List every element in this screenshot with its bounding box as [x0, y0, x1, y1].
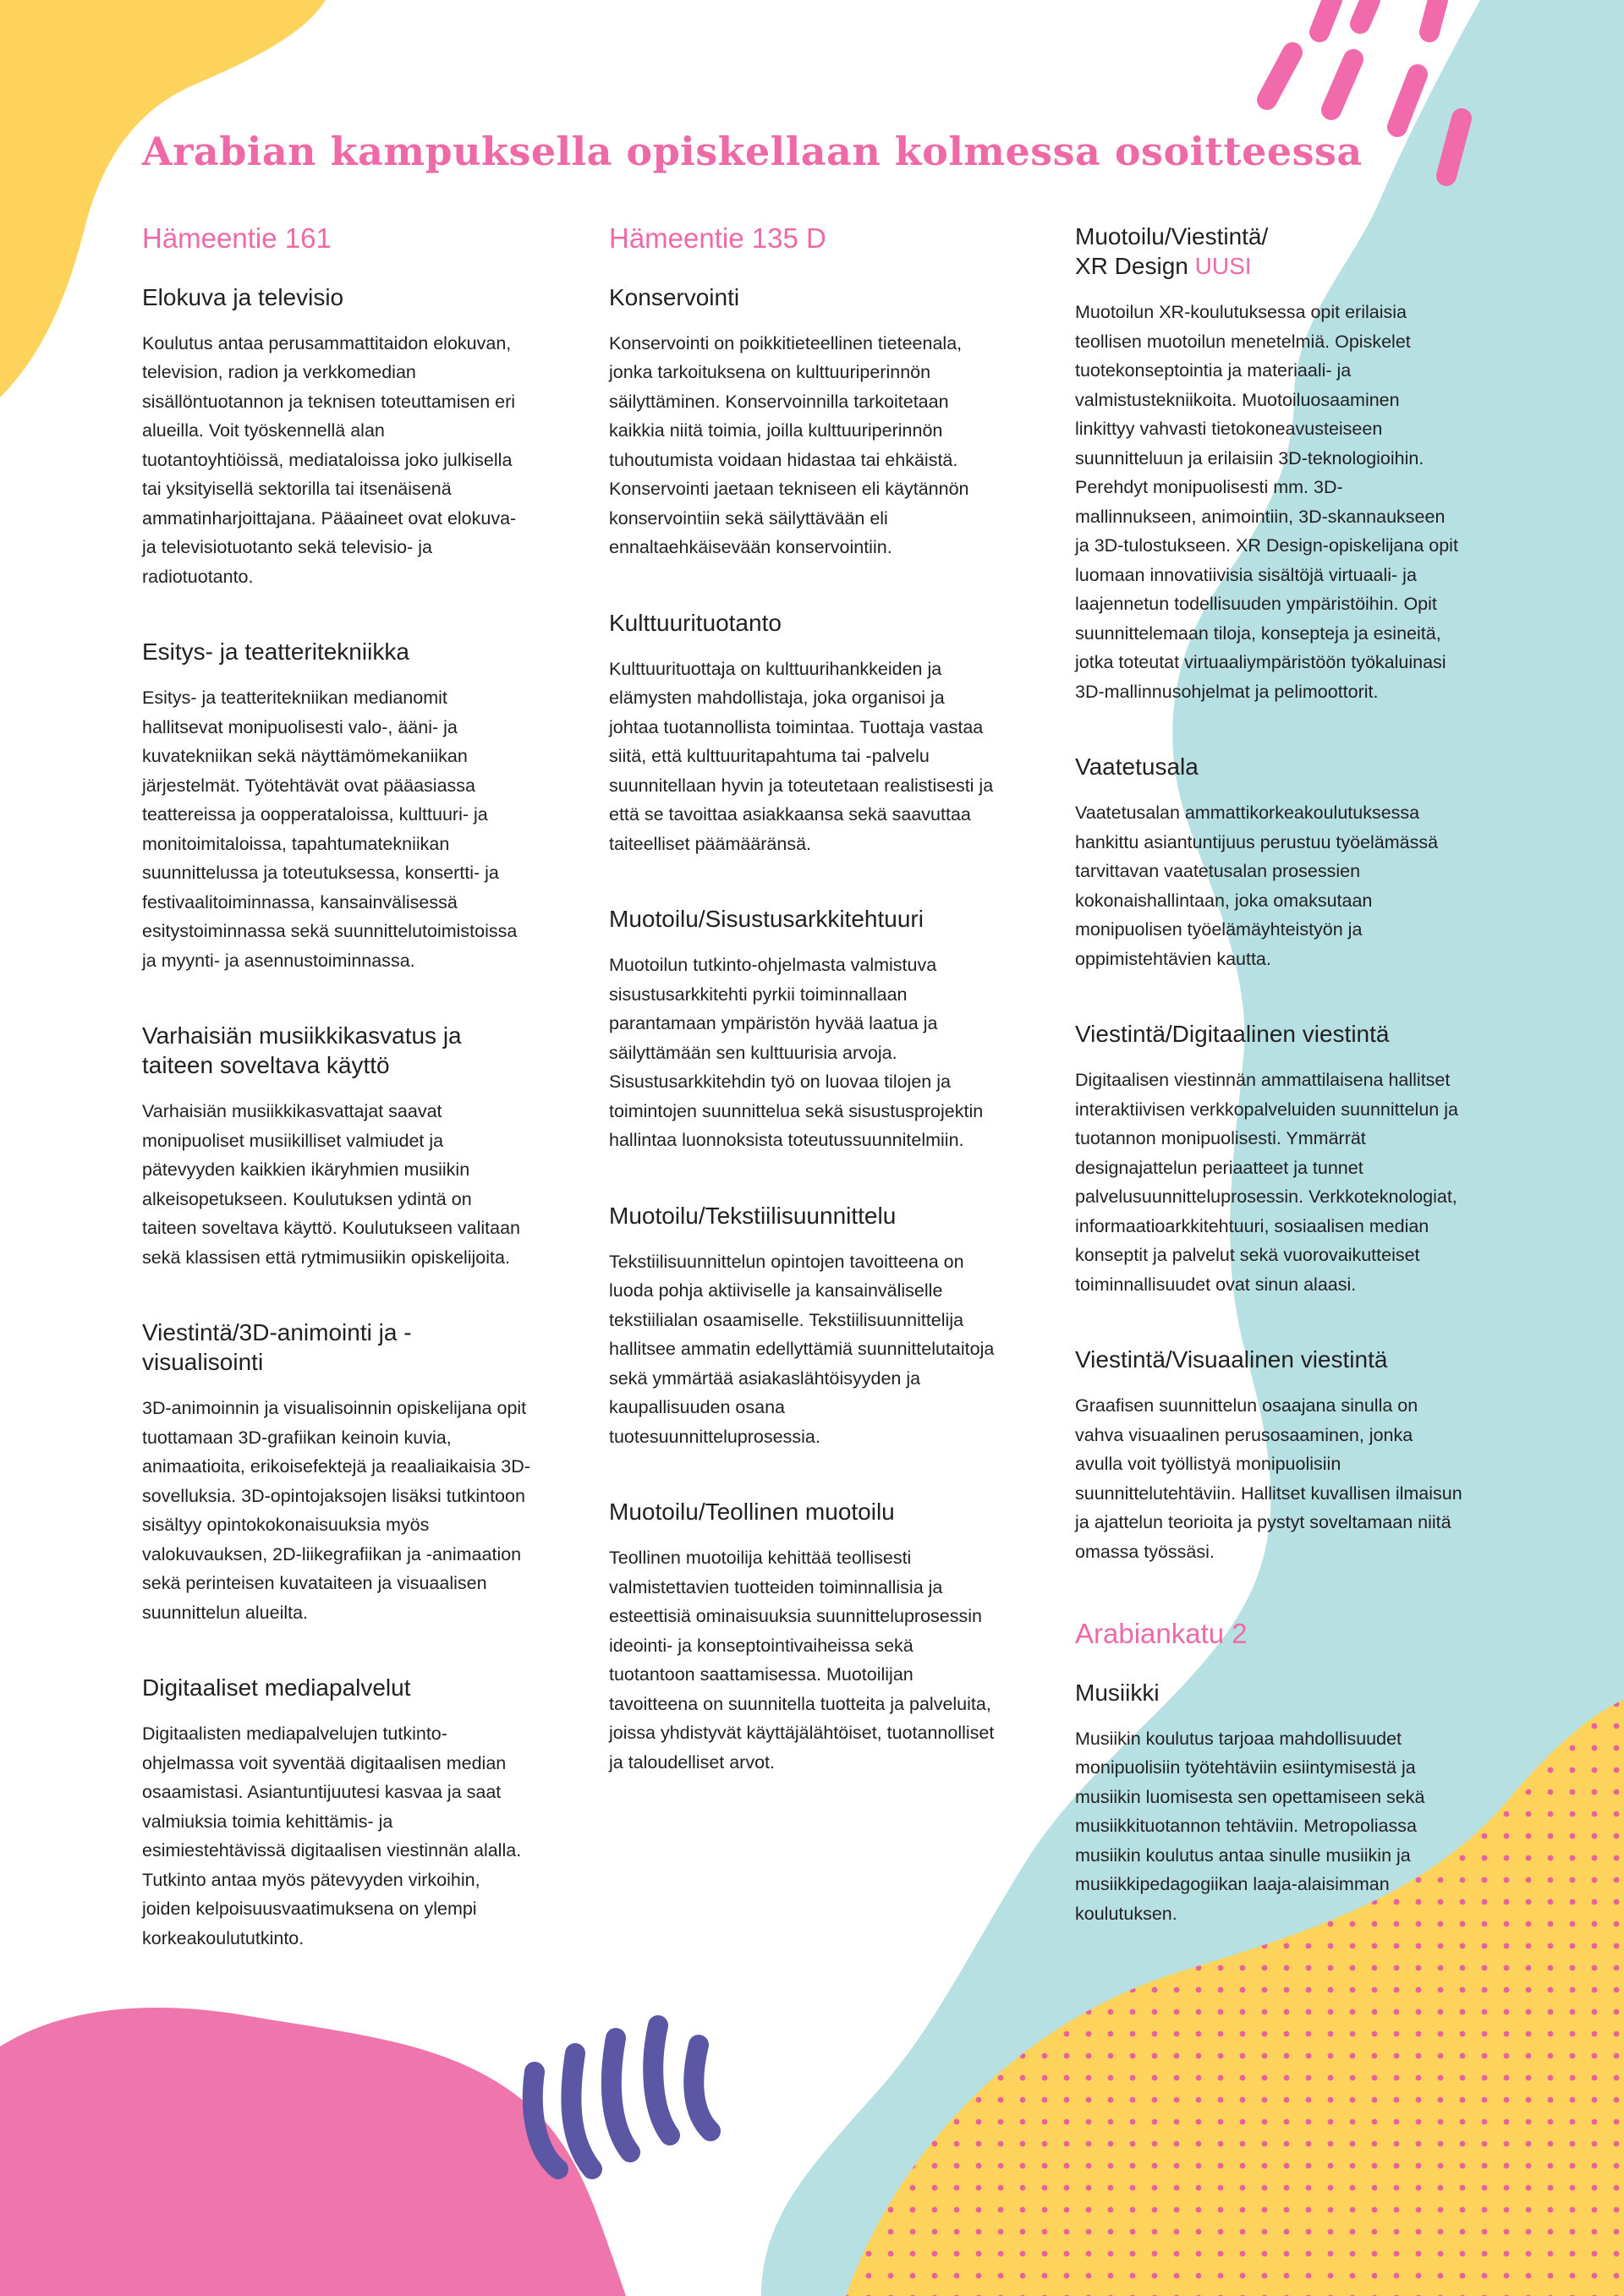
program-section	[1075, 1678, 1464, 1929]
program-title: Muotoilu/Sisustusarkkitehtuuri	[609, 906, 924, 933]
program-section	[142, 1021, 531, 1272]
program-title: Muotoilu/Tekstiilisuunnittelu	[609, 1202, 897, 1229]
program-description: Digitaalisten mediapalvelujen tutkinto-ohjelmassa voit syventää digitaalisen median osaamistasi. Asiantuntijuutesi kasvaa ja saat valmiuksia toimia kehittämis- ja esimiestehtävissä digitaalisen viestinnän alalla. Tutkinto antaa myös pätevyyden virkoihin, joiden kelpoisuusvaatimuksena on ylempi korkeakoulututkinto.	[142, 1723, 522, 1948]
program-section	[609, 904, 998, 1155]
program-title-line2: XR Design	[1075, 253, 1188, 279]
program-description: Teollinen muotoilija kehittää teollisesti valmistettavien tuotteiden toiminnallisia ja esteettisiä ominaisuuksia suunnitteluprosessin ideointi- ja konseptointivaiheissa sekä tuotantoon saattamisessa. Muotoilijan tavoitteena on suunnitella tuotteita ja palveluita, joissa yhdistyvät käyttäjälähtöiset, tuotannolliset ja taloudelliset arvot.	[609, 1548, 995, 1773]
program-section	[142, 282, 531, 592]
program-description: Muotoilun tutkinto-ohjelmasta valmistuva sisustusarkkitehti pyrkii toiminnallaan parantamaan ympäristön hyvää laatua ja säilyttämään sen kulttuurisia arvoja. Sisustusarkkitehdin työ on luovaa tilojen ja toimintojen suunnittelua sekä sisustusprojektin hallintaa luonnoksista toteutussuunnitelmiin.	[609, 955, 984, 1151]
program-description: Varhaisiän musiikkikasvattajat saavat monipuoliset musiikilliset valmiudet ja pätevyyden kaikkien ikäryhmien musiikin alkeisopetukseen. Koulutuksen ydintä on taiteen soveltava käyttö. Koulutukseen valitaan sekä klassisen että rytmimusiikin opiskelijoita.	[142, 1101, 521, 1268]
program-description: Tekstiilisuunnittelun opintojen tavoitteena on luoda pohja aktiiviselle ja kansainväliselle tekstiilialan osaamiselle. Tekstiilisuunnittelija hallitsee ammatin edellyttämiä suunnittelutaitoja sekä ymmärtää asiakaslähtöisyyden ja kaupallisuuden osana tuotesuunnitteluprosessia.	[609, 1251, 995, 1447]
program-title-line1: Muotoilu/Viestintä/	[1075, 223, 1269, 249]
program-section	[609, 282, 998, 562]
program-description: 3D-animoinnin ja visualisoinnin opiskelijana opit tuottamaan 3D-grafiikan keinoin kuvia, animaatioita, erikoisefektejä ja reaaliaikaisia 3D-sovelluksia. 3D-opintojaksojen lisäksi tutkintoon sisältyy opintokokonaisuuksia myös valokuvauksen, 2D-liikegrafiikan ja -animaation sekä perinteisen kuvataiteen ja visuaalisen suunnittelun alueilta.	[142, 1398, 530, 1623]
program-title: Muotoilu/Teollinen muotoilu	[609, 1499, 895, 1526]
column-hameentie-135d	[609, 222, 998, 1822]
location-heading: Hämeentie 161	[142, 222, 332, 254]
program-title: Viestintä/3D-animointi ja -visualisointi	[142, 1319, 412, 1376]
program-title: Kulttuurituotanto	[609, 609, 782, 636]
pink-blob-shape	[0, 2008, 626, 2296]
program-section	[1075, 1345, 1464, 1566]
program-section	[142, 1673, 531, 1953]
program-title	[1075, 222, 1464, 281]
program-section	[609, 608, 998, 859]
program-description: Kulttuurituottaja on kulttuurihankkeiden ja elämysten mahdollistaja, joka organisoi ja johtaa tuotannollista toimintaa. Tuottaja vastaa siitä, että kulttuuritapahtuma tai -palvelu suunnitellaan hyvin ja toteutetaan realistisesti ja että se tavoittaa asiakkaansa sekä saavuttaa taiteelliset päämääränsä.	[609, 658, 994, 854]
program-title: Viestintä/Visuaalinen viestintä	[1075, 1346, 1388, 1373]
location-heading: Hämeentie 135 D	[609, 222, 826, 254]
program-section	[142, 637, 531, 975]
program-title: Elokuva ja televisio	[142, 283, 344, 310]
program-description: Konservointi on poikkitieteellinen tieteenala, jonka tarkoituksena on kulttuuriperinnön säilyttäminen. Konservoinnilla tarkoitetaan kaikkia niitä toimia, joilla kulttuuriperinnön tuhoutumista voidaan hidastaa tai ehkäistä. Konservointi jaetaan tekniseen eli käytännön konservointiin sekä säilyttävään eli ennaltaehkäisevään konservointiin.	[609, 332, 969, 558]
program-title: Digitaaliset mediapalvelut	[142, 1674, 411, 1701]
program-title: Viestintä/Digitaalinen viestintä	[1075, 1021, 1390, 1047]
program-description: Vaatetusalan ammattikorkeakoulutuksessa hankittu asiantuntijuus perustuu työelämässä tarvittavan vaatetusalan prosessien kokonaishallintaan, joka omaksutaan monipuolisen työelämäyhteistyön ja oppimistehtävien kautta.	[1075, 803, 1439, 969]
program-title: Varhaisiän musiikkikasvatus ja taiteen soveltava käyttö	[142, 1022, 462, 1079]
program-section	[609, 1201, 998, 1452]
program-description: Esitys- ja teatteritekniikan medianomit hallitsevat monipuolisesti valo-, ääni- ja kuvatekniikan sekä näyttämömekaniikan järjestelmät. Työtehtävät ovat pääasiassa teattereissa ja oopperataloissa, kulttuuri- ja monitoimitaloissa, tapahtumatekniikan suunnittelussa ja toteutuksessa, konsertti- ja festivaalitoiminnassa, kansainvälisessä esitystoiminnassa sekä suunnittelutoimistoissa ja myynti- ja asennustoiminnassa.	[142, 688, 518, 971]
program-description: Muotoilun XR-koulutuksessa opit erilaisia teollisen muotoilun menetelmiä. Opiskelet tuotekonseptointia ja materiaali- ja valmistustekniikoita. Muotoiluosaaminen linkittyy vahvasti tietokoneavusteiseen suunnitteluun ja erilaisiin 3D-teknologioihin. Perehdyt monipuolisesti mm. 3D-mallinnukseen, animointiin, 3D-skannaukseen ja 3D-tulostukseen. XR Design-opiskelijana opit luomaan innovatiivisia sisältöjä virtuaali- ja laajennetun todellisuuden ympäristöihin. Opit suunnittelemaan tiloja, konsepteja ja esineitä, jotka toteutat virtuaaliympäristöön työkaluinasi 3D-mallinnusohjelmat ja pelimoottorit.	[1075, 302, 1458, 702]
program-title: Esitys- ja teatteritekniikka	[142, 638, 409, 666]
program-description: Koulutus antaa perusammattitaidon elokuvan, television, radion ja verkkomedian sisällöntuotannon ja teknisen toteuttamisen eri alueilla. Voit työskennellä alan tuotantoyhtiöissä, mediataloissa joko julkisella tai yksityisellä sektorilla tai itsenäisenä ammatinharjoittajana. Pääaineet ovat elokuva- ja televisiotuotanto sekä televisio- ja radiotuotanto.	[142, 332, 517, 587]
new-badge: UUSI	[1194, 253, 1252, 279]
column-right	[1075, 222, 1464, 1974]
program-title: Musiikki	[1075, 1679, 1160, 1706]
program-section	[1075, 1019, 1464, 1299]
location-heading: Arabiankatu 2	[1075, 1618, 1248, 1649]
program-description: Graafisen suunnittelun osaajana sinulla on vahva visuaalinen perusosaaminen, jonka avulla voit työllistyä monipuolisiin suunnittelutehtäviin. Hallitset kuvallisen ilmaisun ja ajattelun teorioita ja pystyt soveltamaan niitä omassa työssäsi.	[1075, 1395, 1462, 1562]
program-section	[609, 1497, 998, 1777]
program-section	[142, 1318, 531, 1627]
column-hameentie-161	[142, 222, 531, 1998]
page-title: Arabian kampuksella opiskellaan kolmessa osoitteessa	[142, 129, 1363, 174]
program-section-xr-design	[1075, 222, 1464, 706]
program-description: Musiikin koulutus tarjoaa mahdollisuudet monipuolisiin työtehtäviin esiintymisestä ja musiikin luomisesta sen opettamiseen sekä musiikkituotannon tehtäviin. Metropoliassa musiikin koulutus antaa sinulle musiikin ja musiikkipedagogiikan laaja-alaisimman koulutuksen.	[1075, 1728, 1425, 1924]
program-description: Digitaalisen viestinnän ammattilaisena hallitset interaktiivisen verkkopalveluiden suunnittelun ja tuotannon monipuolisesti. Ymmärrät designajattelun periaatteet ja tunnet palvelusuunnitteluprosessin. Verkkoteknologiat, informaatioarkkitehtuuri, sosiaalisen median konseptit ja palvelut sekä vuorovaikutteiset toiminnallisuudet ovat sinun alaasi.	[1075, 1070, 1458, 1295]
program-title: Konservointi	[609, 283, 740, 310]
program-section	[1075, 752, 1464, 973]
program-title: Vaatetusala	[1075, 753, 1199, 780]
